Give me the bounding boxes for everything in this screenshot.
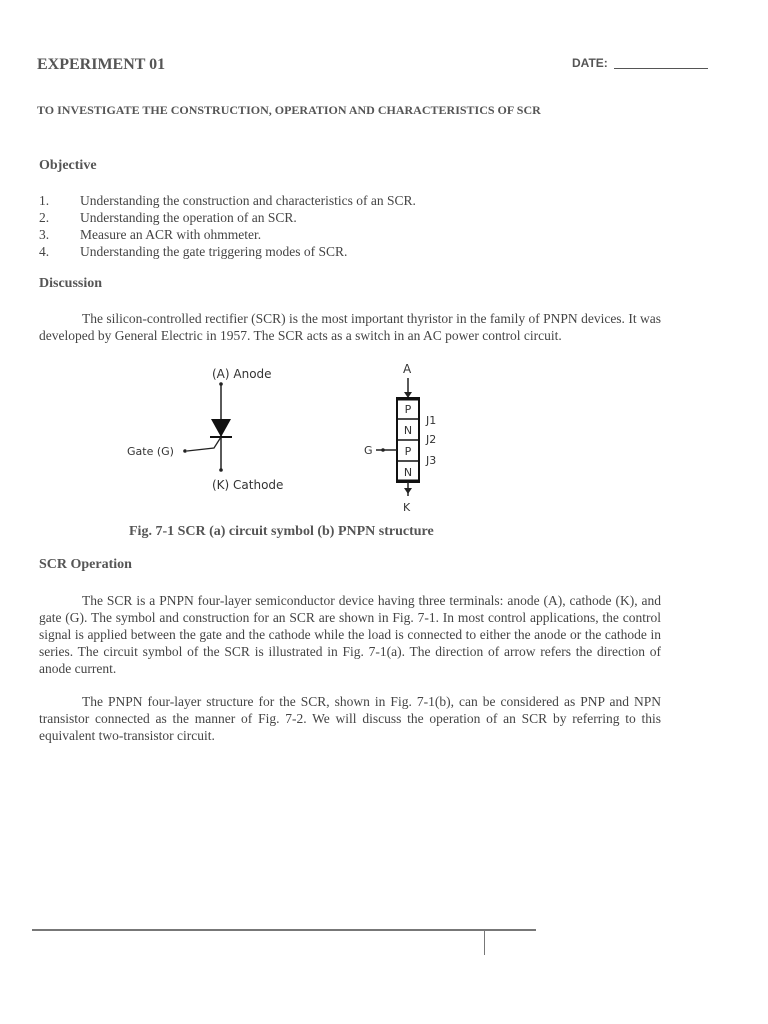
- objective-item-number: 2.: [39, 210, 50, 225]
- layer-p2: P: [404, 445, 412, 458]
- cathode-label: (K) Cathode: [212, 478, 284, 492]
- scr-pnpn-structure: [364, 362, 436, 514]
- gate-label: Gate (G): [127, 445, 174, 458]
- layer-p1: P: [404, 403, 412, 416]
- footer-rule: [32, 929, 536, 931]
- operation-paragraph-2: [39, 693, 661, 744]
- layer-n2: N: [403, 466, 413, 479]
- junction-j1: J1: [426, 414, 437, 427]
- figure-caption: Fig. 7-1 SCR (a) circuit symbol (b) PNPN structure: [129, 524, 434, 539]
- scr-diode-triangle: [211, 419, 231, 437]
- structure-cathode-arrow: [404, 488, 412, 494]
- junction-j3: J3: [426, 454, 437, 467]
- footer-tick: [484, 931, 485, 955]
- objective-item-number: 4.: [39, 244, 50, 259]
- structure-gate-label: G: [364, 444, 373, 457]
- anode-label: (A) Anode: [212, 367, 272, 381]
- objective-item-number: 1.: [39, 193, 50, 208]
- scr-circuit-symbol: [127, 367, 283, 492]
- junction-j2: J2: [426, 433, 437, 446]
- experiment-title: EXPERIMENT 01: [37, 56, 166, 73]
- objective-heading: Objective: [39, 158, 97, 173]
- anode-terminal: [219, 382, 223, 386]
- structure-anode-label: A: [403, 362, 412, 376]
- objective-item-text: Understanding the construction and characteristics of an SCR.: [80, 193, 416, 208]
- experiment-aim: TO INVESTIGATE THE CONSTRUCTION, OPERATION AND CHARACTERISTICS OF SCR: [37, 103, 541, 117]
- operation-paragraph-1: [39, 592, 661, 677]
- discussion-paragraph-text: The silicon-controlled rectifier (SCR) is the most important thyristor in the family of PNPN devices. It was developed by General Electric in 1957. The SCR acts as a switch in an AC power control circuit.: [39, 311, 661, 343]
- objective-item-text: Understanding the operation of an SCR.: [80, 210, 297, 225]
- operation-paragraph-2-text: The PNPN four-layer structure for the SCR, shown in Fig. 7-1(b), can be considered as PNP and NPN transistor connected as the manner of Fig. 7-2. We will discuss the operation of an SCR by referring to this equivalent two-transistor circuit.: [39, 694, 661, 743]
- discussion-heading: Discussion: [39, 276, 103, 291]
- objective-item-text: Measure an ACR with ohmmeter.: [80, 227, 262, 242]
- objective-item-text: Understanding the gate triggering modes of SCR.: [80, 244, 348, 259]
- gate-lead: [187, 437, 221, 451]
- objective-item-number: 3.: [39, 227, 50, 242]
- operation-heading: SCR Operation: [39, 557, 132, 572]
- operation-paragraph-1-text: The SCR is a PNPN four-layer semiconductor device having three terminals: anode (A), cathode (K), and gate (G). The symbol and construction for an SCR are shown in Fig. 7-1. In most control applications, the control signal is applied between the gate and the cathode while the load is connected to either the anode or the cathode in series. The circuit symbol of the SCR is illustrated in Fig. 7-1(a). The direction of arrow refers the direction of anode current.: [39, 593, 661, 676]
- structure-gate-terminal: [381, 448, 385, 452]
- gate-terminal: [183, 449, 187, 453]
- layer-n1: N: [403, 424, 413, 437]
- cathode-terminal: [219, 468, 223, 472]
- date-label: DATE:: [572, 56, 608, 70]
- structure-cathode-label: K: [403, 501, 411, 514]
